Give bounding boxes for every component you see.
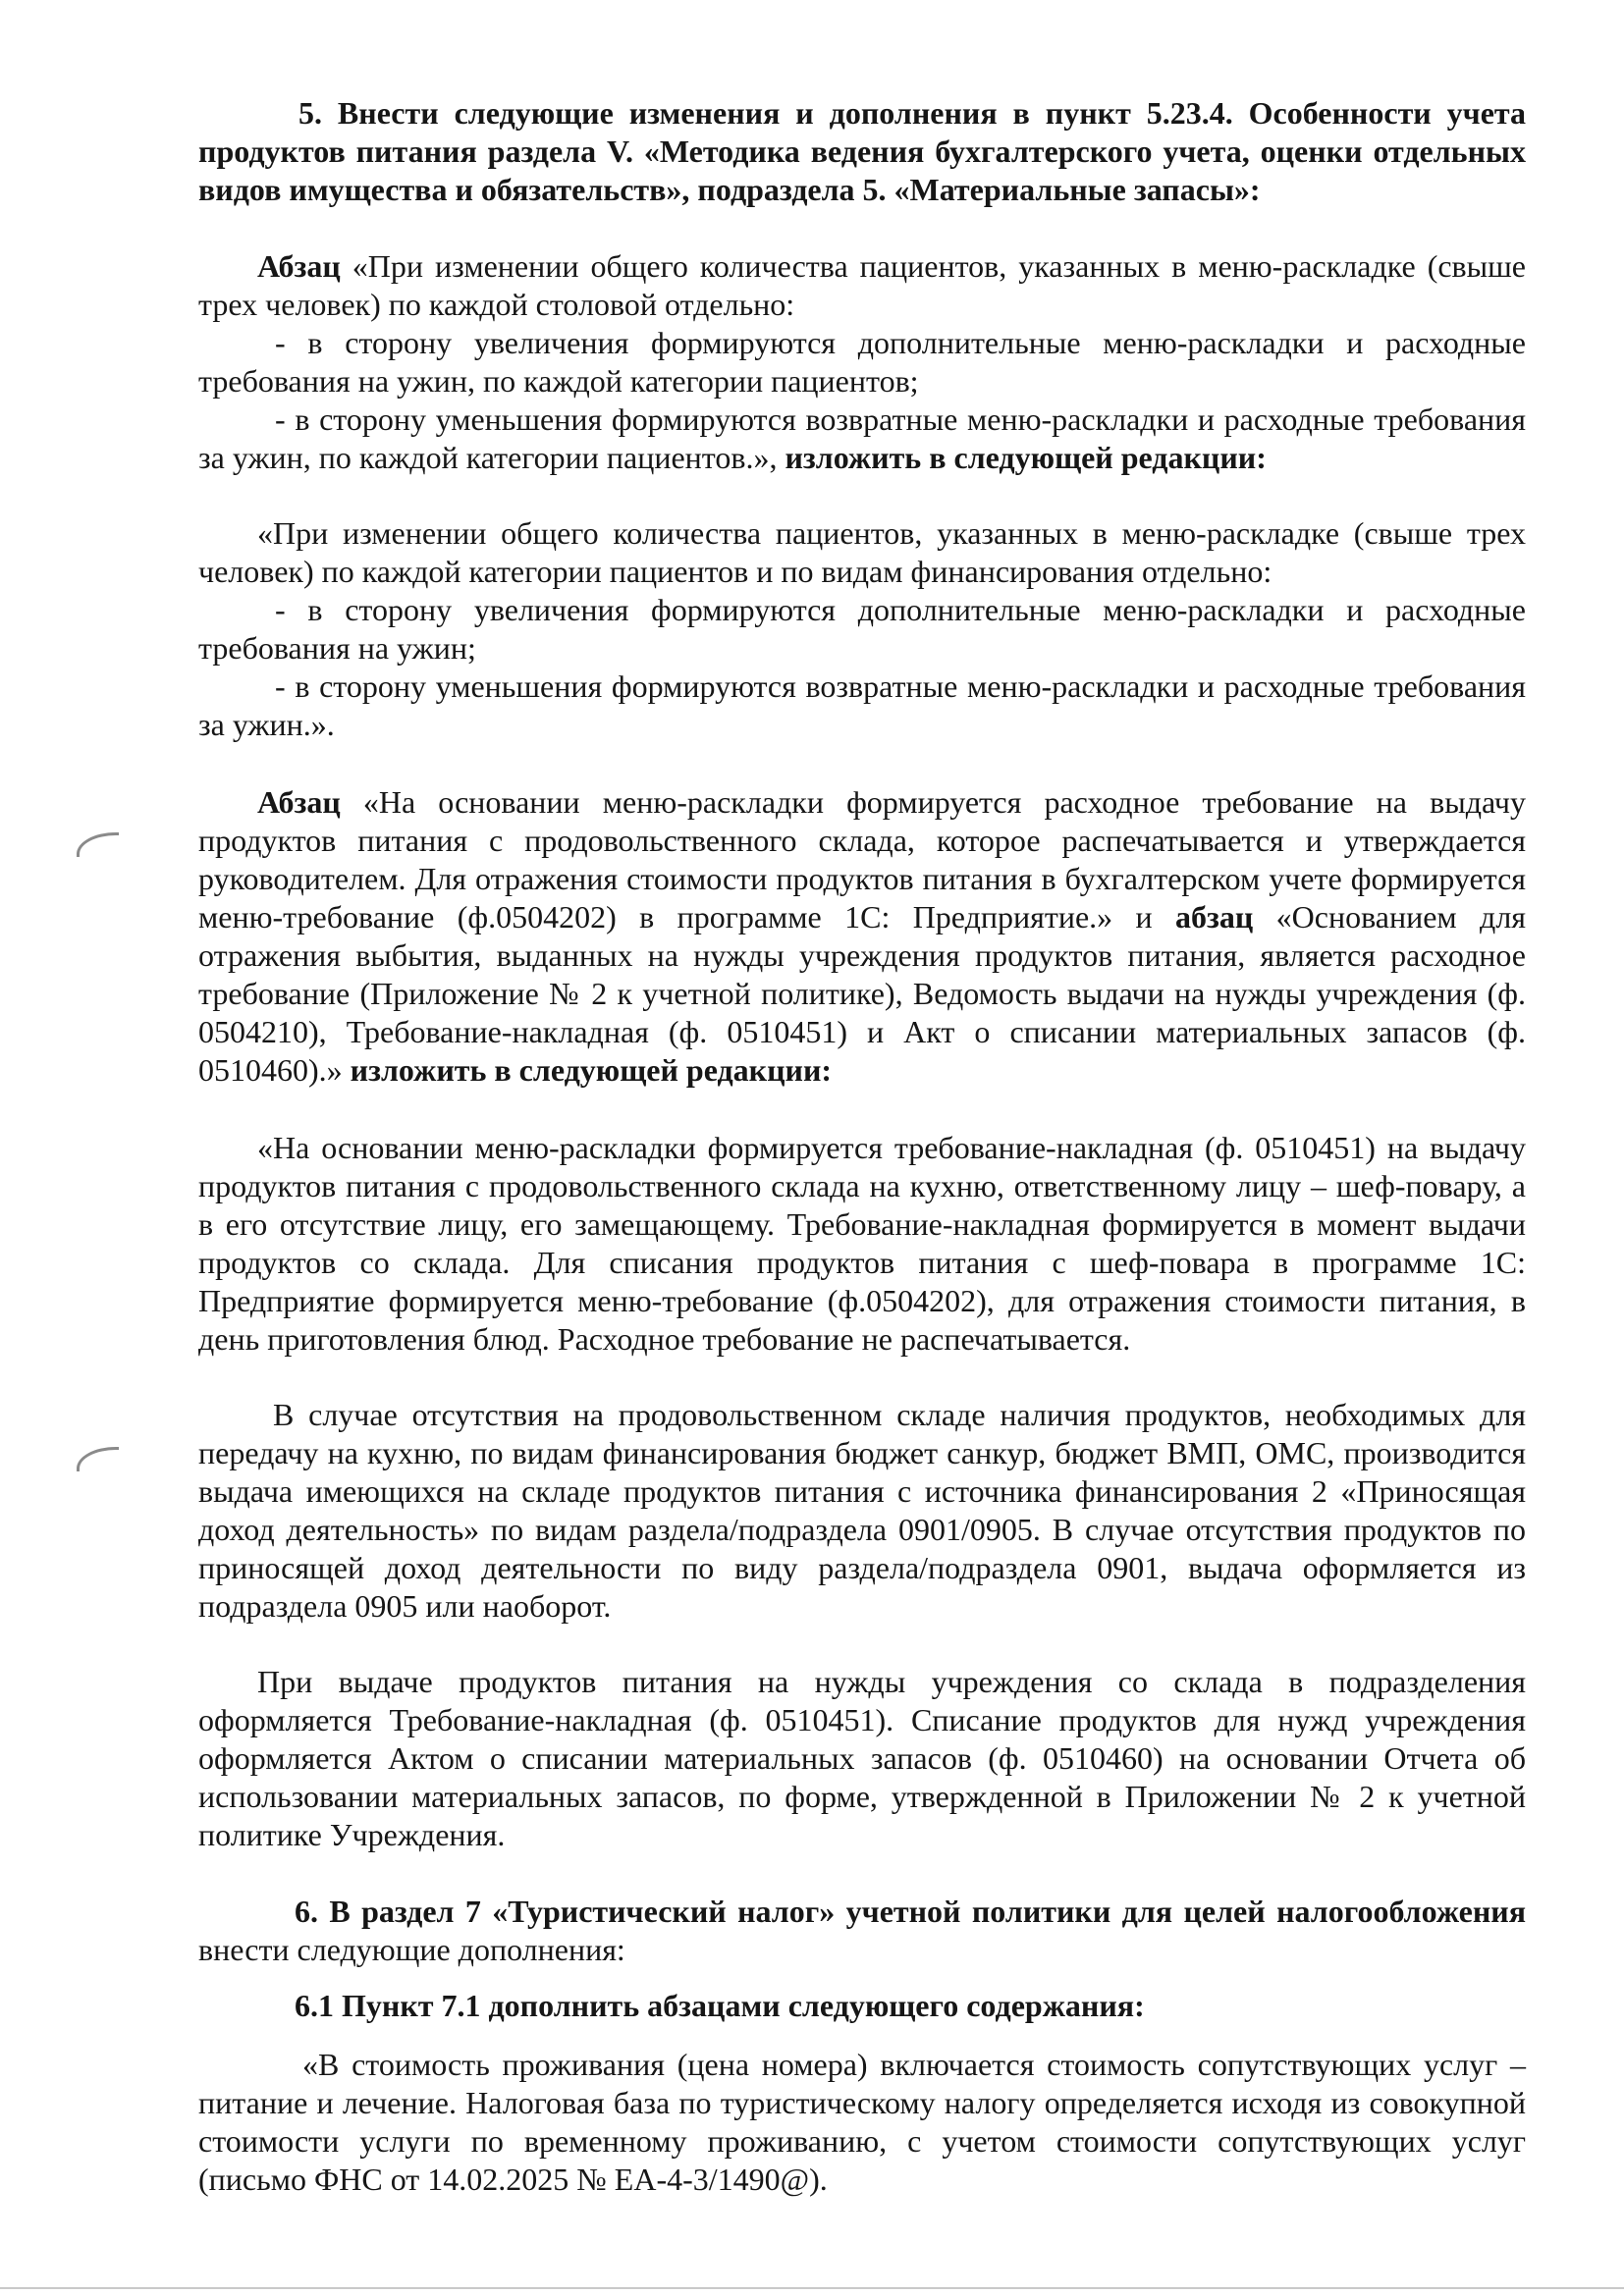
paragraph-tourist-tax (198, 2046, 1526, 2199)
dash-item: - в сторону уменьшения формируются возвратные меню-раскладки и расходные требования за ужин, по каждой категории пациентов.», изложить в следующей редакции: (198, 401, 1526, 475)
paragraph-new-wording-2 (198, 1129, 1526, 1359)
paragraph-new-wording-1 (198, 514, 1526, 744)
dash-item: - в сторону увеличения формируются дополнительные меню-раскладки и расходные требования на ужин; (198, 592, 1526, 666)
paragraph-text: «На основании меню-раскладки формируется требование-накладная (ф. 0510451) на выдачу продуктов питания с продовольственного склада на кухню, ответственному лицу – шеф-повару, а в его отсутствие лицу, его замещающему. Требование-накладная формируется в момент выдачи продуктов со склада. Для списания продуктов питания с шеф-повара в программе 1С: Предприятие формируется меню-требование (ф.0504202), для отражения стоимости питания, в день приготовления блюд. Расходное требование не распечатывается. (198, 1130, 1526, 1357)
paragraph-text: В случае отсутствия на продовольственном складе наличия продуктов, необходимых для передачу на кухню, по видам финансирования бюджет санкур, бюджет ВМП, ОМС, производится выдача имеющихся на складе продуктов питания с источника финансирования 2 «Приносящая доход деятельность» по видам раздела/подраздела 0901/0905. В случае отсутствия продуктов по приносящей доход деятельности по виду раздела/подраздела 0901, выдача оформляется из подраздела 0905 или наоборот. (198, 1397, 1526, 1624)
paragraph-text: При выдаче продуктов питания на нужды учреждения со склада в подразделения оформляется Требование-накладная (ф. 0510451). Списание продуктов для нужд учреждения оформляется Актом о списании материальных запасов (ф. 0510460) на основании Отчета об использовании материальных запасов, по форме, утвержденной в Приложении № 2 к учетной политике Учреждения. (198, 1664, 1526, 1852)
section-6-heading: 6. В раздел 7 «Туристический налог» учетной политики для целей налогообложения внести следующие дополнения: (198, 1894, 1526, 1967)
section-5-heading: 5. Внести следующие изменения и дополнения в пункт 5.23.4. Особенности учета продуктов питания раздела V. «Методика ведения бухгалтерского учета, оценки отдельных видов имущества и обязательств», подраздела 5. «Материальные запасы»: (198, 95, 1526, 207)
paragraph-text: «В стоимость проживания (цена номера) включается стоимость сопутствующих услуг – питание и лечение. Налоговая база по туристическому налогу определяется исходя из совокупной стоимости услуги по временному проживанию, с учетом стоимости сопутствующих услуг (письмо ФНС от 14.02.2025 № ЕА-4-3/1490@). (198, 2047, 1526, 2197)
scan-edge-line (0, 2287, 1624, 2289)
dash-item: - в сторону увеличения формируются дополнительные меню-раскладки и расходные требования на ужин, по каждой категории пациентов; (198, 325, 1526, 399)
paragraph-old-wording-1 (198, 247, 1526, 477)
section-6-heading-block (198, 1893, 1526, 1969)
lead-word: Абзац (257, 248, 341, 284)
dash-item: - в сторону уменьшения формируются возвратные меню-раскладки и расходные требования за ужин.». (198, 668, 1526, 742)
section-5-heading-block (198, 94, 1526, 209)
section-6-1-heading: 6.1 Пункт 7.1 дополнить абзацами следующего содержания: (295, 1988, 1145, 2023)
paragraph-issue-to-departments (198, 1663, 1526, 1854)
margin-mark (77, 1447, 119, 1471)
paragraph-text: «При изменении общего количества пациентов, указанных в меню-раскладке (свыше трех человек) по каждой категории пациентов и по видам финансирования отдельно: (198, 515, 1526, 589)
margin-mark (77, 832, 119, 857)
section-6-1-heading-block (198, 1987, 1526, 2025)
paragraph-text: Абзац «При изменении общего количества пациентов, указанных в меню-раскладке (свыше трех человек) по каждой столовой отдельно: (198, 248, 1526, 322)
paragraph-old-wording-2 (198, 783, 1526, 1090)
paragraph-text: Абзац «На основании меню-раскладки формируется расходное требование на выдачу продуктов питания с продовольственного склада, которое распечатывается и утверждается руководителем. Для отражения стоимости продуктов питания в бухгалтерском учете формируется меню-требование (ф.0504202) в программе 1С: Предприятие.» и абзац «Основанием для отражения выбытия, выданных на нужды учреждения продуктов питания, является расходное требование (Приложение № 2 к учетной политике), Ведомость выдачи на нужды учреждения (ф. 0504210), Требование-накладная (ф. 0510451) и Акт о списании материальных запасов (ф. 0510460).» изложить в следующей редакции: (198, 784, 1526, 1088)
paragraph-supply-shortage (198, 1396, 1526, 1626)
